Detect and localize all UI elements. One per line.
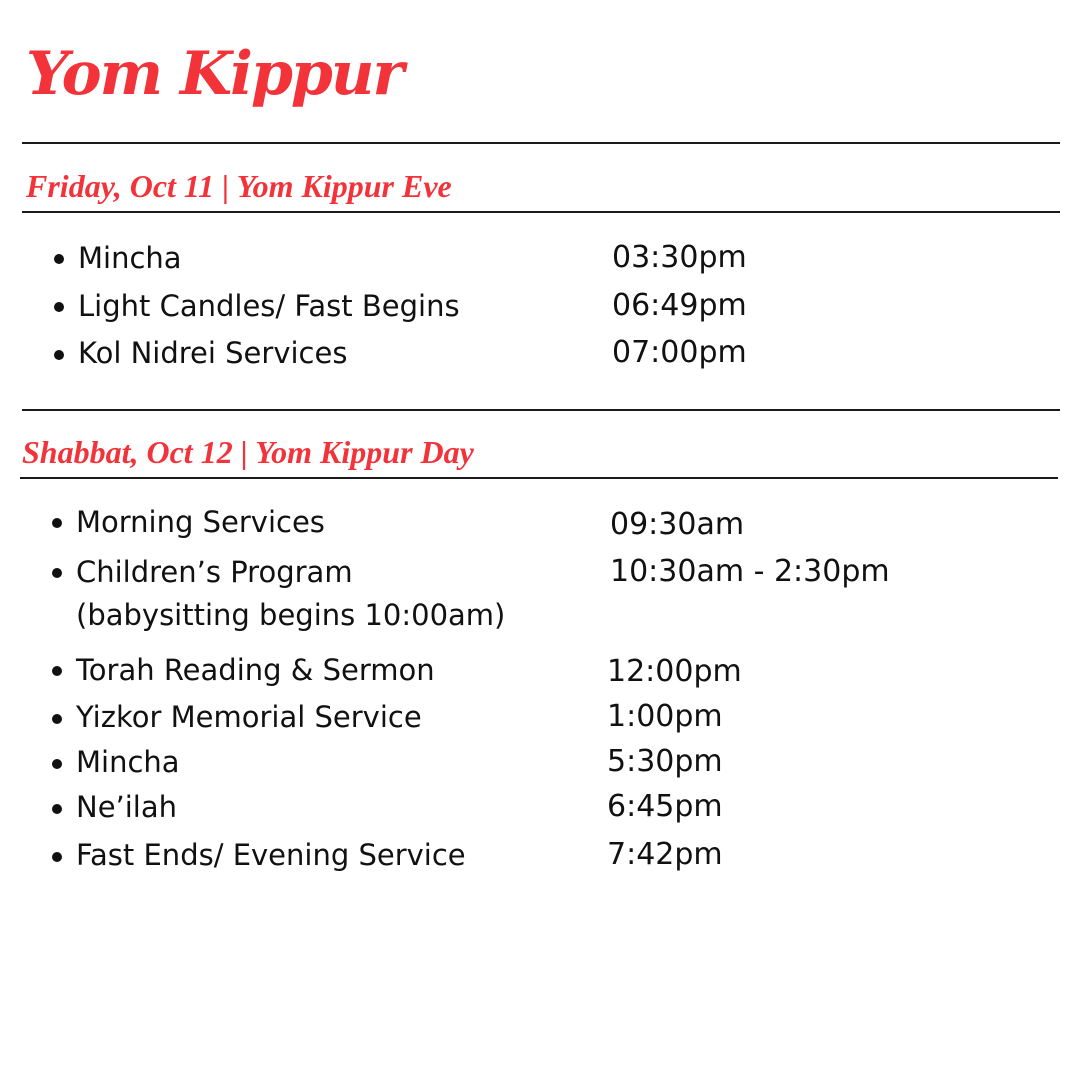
bullet-icon — [52, 568, 62, 578]
item-time: 1:00pm — [607, 699, 723, 734]
item-label: Light Candles/ Fast Begins — [78, 289, 460, 323]
item-time: 12:00pm — [607, 654, 742, 689]
bullet-icon — [52, 804, 62, 814]
divider — [22, 211, 1060, 213]
item-time: 03:30pm — [612, 240, 747, 275]
divider — [22, 409, 1060, 411]
item-label: Ne’ilah — [76, 790, 178, 824]
item-label: Fast Ends/ Evening Service — [76, 838, 466, 872]
bullet-icon — [54, 254, 64, 264]
item-label: Mincha — [78, 241, 182, 275]
bullet-icon — [54, 302, 64, 312]
divider — [22, 142, 1060, 144]
item-label: Mincha — [76, 745, 180, 779]
item-label: Kol Nidrei Services — [78, 336, 348, 370]
item-label: Yizkor Memorial Service — [76, 700, 422, 734]
bullet-icon — [52, 759, 62, 769]
item-label: Children’s Program — [76, 555, 353, 589]
item-time: 10:30am - 2:30pm — [610, 554, 890, 589]
item-time: 06:49pm — [612, 288, 747, 323]
item-time: 07:00pm — [612, 335, 747, 370]
bullet-icon — [52, 714, 62, 724]
bullet-icon — [54, 350, 64, 360]
page-title: Yom Kippur — [26, 39, 403, 109]
bullet-icon — [52, 852, 62, 862]
item-time: 09:30am — [610, 507, 745, 542]
section-heading-day: Shabbat, Oct 12 | Yom Kippur Day — [22, 434, 474, 470]
item-label: Torah Reading & Sermon — [76, 653, 435, 687]
item-note: (babysitting begins 10:00am) — [76, 598, 506, 632]
item-time: 6:45pm — [607, 789, 723, 824]
bullet-icon — [52, 666, 62, 676]
item-label: Morning Services — [76, 505, 325, 539]
section-heading-eve: Friday, Oct 11 | Yom Kippur Eve — [26, 168, 452, 204]
bullet-icon — [52, 518, 62, 528]
item-time: 5:30pm — [607, 744, 723, 779]
divider — [20, 477, 1058, 479]
item-time: 7:42pm — [607, 837, 723, 872]
